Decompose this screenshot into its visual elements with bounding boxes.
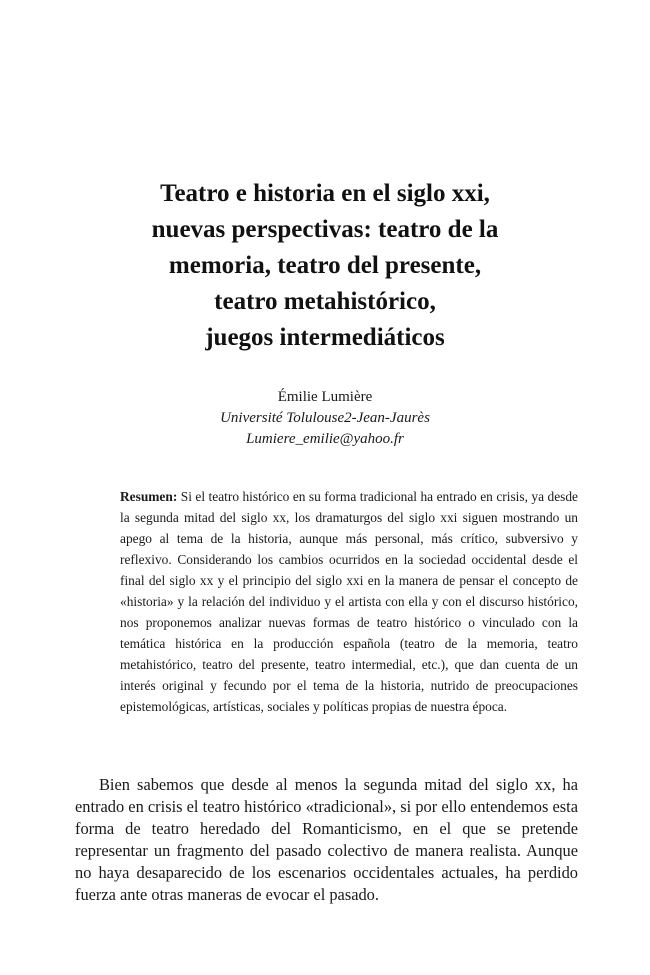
body-paragraph: Bien sabemos que desde al menos la segunda mitad del siglo xx, ha entrado en crisis el teatro histórico «tradicional», si por ello entendemos esta forma de teatro heredado del Romanticismo, en el que se pretende representar un fragmento del pasado colectivo de manera realista. Aunque no haya desaparecido de los escenarios occidentales actuales, ha perdido fuerza ante otras maneras de evocar el pasado.	[75, 775, 578, 904]
article-title	[60, 176, 590, 356]
abstract	[120, 486, 578, 717]
author-email: Lumiere_emilie@yahoo.fr	[246, 431, 404, 447]
title-line: Teatro e historia en el siglo xxi,	[160, 180, 490, 207]
title-line: juegos intermediáticos	[205, 324, 445, 351]
author-block	[60, 387, 590, 450]
author-affiliation: Université Tolulouse2-Jean-Jaurès	[220, 410, 430, 426]
abstract-label: Resumen:	[120, 489, 178, 504]
author-name: Émilie Lumière	[277, 389, 373, 405]
title-line: teatro metahistórico,	[214, 288, 436, 315]
title-line: nuevas perspectivas: teatro de la	[151, 216, 499, 243]
abstract-text: Si el teatro histórico en su forma tradicional ha entrado en crisis, ya desde la segunda mitad del siglo xx, los dramaturgos del siglo xxi siguen mostrando un apego al tema de la historia, aunque más personal, más crítico, subversivo y reflexivo. Considerando los cambios ocurridos en la sociedad occidental desde el final del siglo xx y el principio del siglo xxi en la manera de pensar el concepto de «historia» y la relación del individuo y el artista con ella y con el discurso histórico, nos proponemos analizar nuevas formas de teatro histórico o vinculado con la temática histórica en la producción española (teatro de la memoria, teatro metahistórico, teatro del presente, teatro intermedial, etc.), que dan cuenta de un interés original y fecundo por el tema de la historia, nutrido de preocupaciones epistemológicas, artísticas, sociales y políticas propias de nuestra época.	[120, 489, 578, 714]
title-line: memoria, teatro del presente,	[168, 252, 482, 279]
